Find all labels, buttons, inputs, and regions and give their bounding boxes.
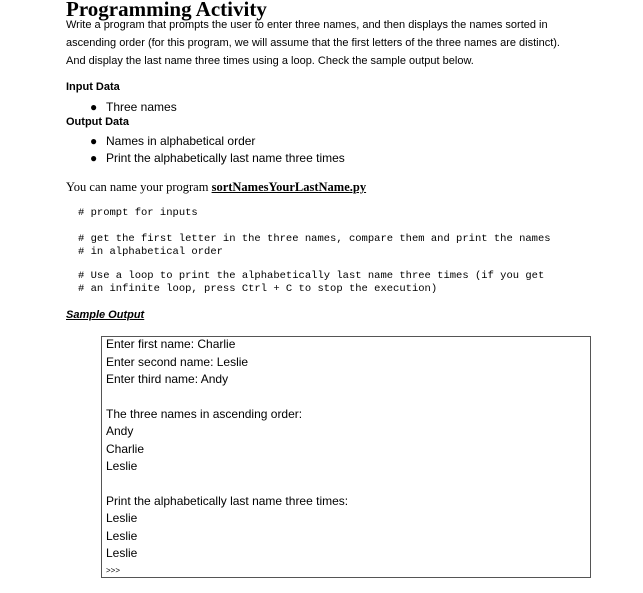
output-line: Charlie — [106, 442, 145, 456]
output-line: Leslie — [106, 546, 138, 560]
sample-output-heading: Sample Output — [66, 309, 145, 321]
bullet-icon: ● — [90, 100, 98, 114]
output-item: ● Print the alphabetically last name three times — [90, 151, 345, 165]
filename: sortNamesYourLastName.py — [211, 180, 367, 194]
output-line: Enter first name: Charlie — [106, 337, 236, 351]
filename-instruction: You can name your program sortNamesYourLastName.py — [66, 180, 367, 194]
output-line: Leslie — [106, 529, 138, 543]
output-line: Leslie — [106, 511, 138, 525]
output-line: Enter third name: Andy — [106, 372, 229, 386]
output-line: Andy — [106, 424, 134, 438]
description-line: Write a program that prompts the user to enter three names, and then displays the names sorted in — [66, 19, 548, 31]
output-line: Print the alphabetically last name three times: — [106, 494, 349, 508]
output-line: Leslie — [106, 459, 138, 473]
output-line: The three names in ascending order: — [106, 407, 303, 421]
description-line: ascending order (for this program, we will assume that the first letters of the three names are distinct). — [66, 37, 560, 49]
code-comment: # get the first letter in the three names, compare them and print the names — [78, 233, 551, 245]
code-comment: # an infinite loop, press Ctrl + C to stop the execution) — [78, 283, 438, 295]
output-line: Enter second name: Leslie — [106, 355, 249, 369]
shell-prompt: >>> — [106, 566, 121, 575]
input-item: ● Three names — [90, 100, 177, 114]
page-title: Programming Activity — [66, 0, 267, 21]
output-data-heading: Output Data — [66, 116, 129, 128]
bullet-icon: ● — [90, 151, 98, 165]
code-comment: # prompt for inputs — [78, 207, 198, 219]
code-comment: # in alphabetical order — [78, 246, 223, 258]
input-data-heading: Input Data — [66, 81, 120, 93]
description-line: And display the last name three times using a loop. Check the sample output below. — [66, 55, 474, 67]
bullet-icon: ● — [90, 134, 98, 148]
output-item: ● Names in alphabetical order — [90, 134, 256, 148]
code-comment: # Use a loop to print the alphabetically last name three times (if you get — [78, 270, 545, 282]
